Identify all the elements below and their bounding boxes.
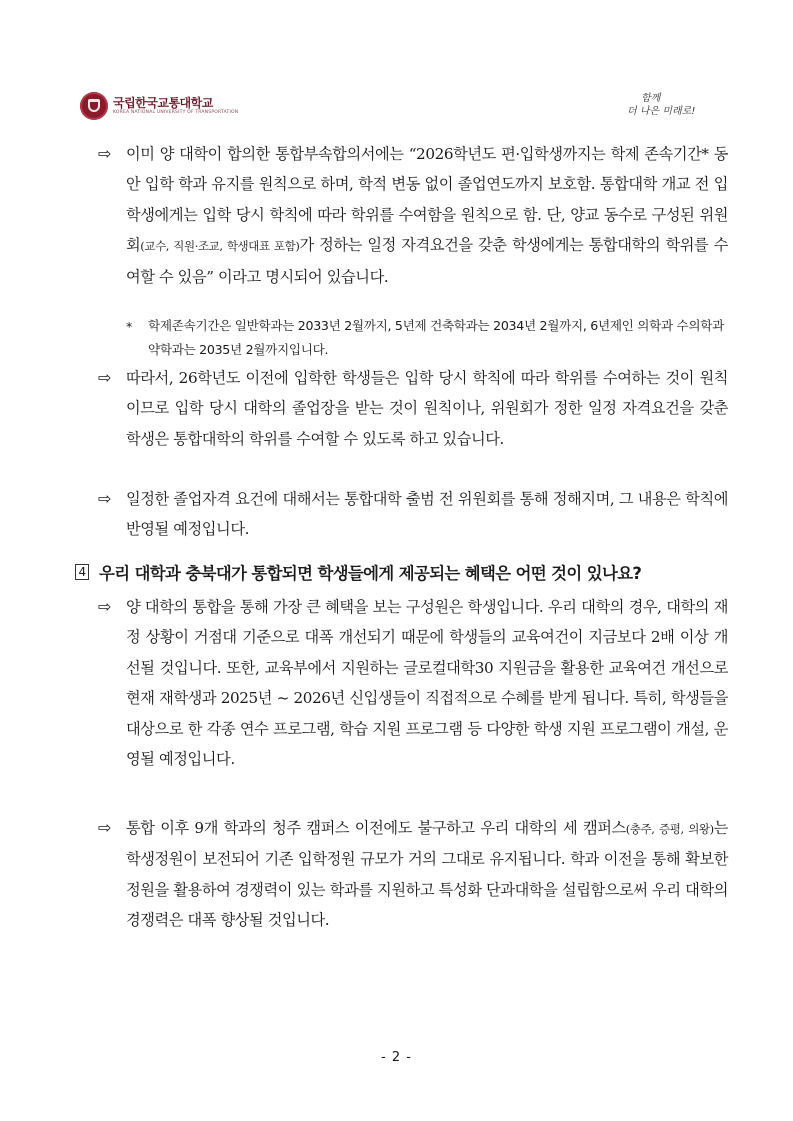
- paragraph-text: 이미 양 대학이 합의한 통합부속합의서에는 “2026학년도 편·입학생까지는 학제 존속기간* 동안 입학 학과 유지를 원칙으로 하며, 학적 변동 없이 졸업연도까지 보호함. 통합대학 개교 전 입학생에게는 입학 당시 학칙에 따라 학위를 수여함을 원칙으로 함. 단, 양교 동수로 구성된 위원회: [126, 145, 728, 255]
- paragraph-small-text: (충주, 증평, 의왕): [625, 822, 714, 836]
- question-text: 우리 대학과 충북대가 통합되면 학생들에게 제공되는 혜택은 어떤 것이 있나요?: [99, 564, 642, 583]
- footnote-mark: *: [126, 319, 132, 334]
- paragraph-2: [98, 363, 728, 454]
- footnote-text: 학제존속기간은 일반학과는 2033년 2월까지, 5년제 건축학과는 2034년 2월까지, 6년제인 의학과 수의학과 약학과는 2035년 2월까지입니다.: [148, 318, 725, 357]
- paragraph-text: 양 대학의 통합을 통해 가장 큰 혜택을 보는 구성원은 학생입니다. 우리 대학의 경우, 대학의 재정 상황이 거점대 기준으로 대폭 개선되기 때문에 학생들의 교육여건이 지금보다 2배 이상 개선될 것입니다. 또한, 교육부에서 지원하는 글로컬대학30 지원금을 활용한 교육여건 개선으로 현재 재학생과 2025년 ~ 2026년 신입생들이 직접적으로 수혜를 받게 됩니다. 특히, 학생들을 대상으로 한 각종 연수 프로그램, 학습 지원 프로그램 등 다양한 학생 지원 프로그램이 개설, 운영될 예정입니다.: [126, 598, 728, 769]
- logo-name: 국립한국교통대학교: [113, 96, 213, 110]
- university-seal-icon: [80, 92, 108, 120]
- paragraph-3: [98, 484, 728, 545]
- arrow-bullet-icon: ⇨: [98, 597, 112, 616]
- slogan-line-1: 함께: [641, 93, 661, 104]
- question-number: 4: [75, 564, 89, 580]
- paragraph-text-after: 가 정하는 일정 자격요건을 갖춘 학생에게는 통합대학의 학위를 수여할 수 있음” 이라고 명시되어 있습니다.: [126, 236, 728, 286]
- arrow-bullet-icon: ⇨: [98, 144, 112, 163]
- arrow-bullet-icon: ⇨: [98, 489, 112, 508]
- university-logo: [80, 92, 238, 120]
- arrow-bullet-icon: ⇨: [98, 818, 112, 837]
- paragraph-text-after: 는 학생정원이 보전되어 기존 입학정원 규모가 거의 그대로 유지됩니다. 학과 이전을 통해 확보한 정원을 활용하여 경쟁력이 있는 학과를 지원하고 특성화 단과대학을 설립함으로써 우리 대학의 경쟁력은 대폭 향상될 것입니다.: [126, 819, 728, 930]
- slogan-line-2: 더 나은 미래로!: [627, 106, 696, 117]
- paragraph-4: [98, 592, 728, 774]
- page-header: [80, 92, 723, 136]
- logo-subtitle: KOREA NATIONAL UNIVERSITY OF TRANSPORTATION: [113, 110, 239, 115]
- paragraph-text: 따라서, 26학년도 이전에 입학한 학생들은 입학 당시 학칙에 따라 학위를 수여하는 것이 원칙이므로 입학 당시 대학의 졸업장을 받는 것이 원칙이나, 위원회가 정한 일정 자격요건을 갖춘 학생은 통합대학의 학위를 수여할 수 있도록 하고 있습니다.: [126, 369, 728, 448]
- paragraph-small-text: (교수, 직원·조교, 학생대표 포함): [140, 239, 300, 254]
- paragraph-1: [98, 139, 728, 292]
- page-number: - 2 -: [381, 1050, 412, 1065]
- paragraph-text: 통합 이후 9개 학과의 청주 캠퍼스 이전에도 불구하고 우리 대학의 세 캠퍼스: [126, 819, 626, 837]
- arrow-bullet-icon: ⇨: [98, 368, 112, 387]
- slogan: [627, 92, 723, 132]
- paragraph-5: [98, 813, 728, 936]
- question-heading: [75, 560, 735, 584]
- paragraph-text: 일정한 졸업자격 요건에 대해서는 통합대학 출범 전 위원회를 통해 정해지며, 그 내용은 학칙에 반영될 예정입니다.: [126, 490, 728, 539]
- footnote: [126, 314, 726, 362]
